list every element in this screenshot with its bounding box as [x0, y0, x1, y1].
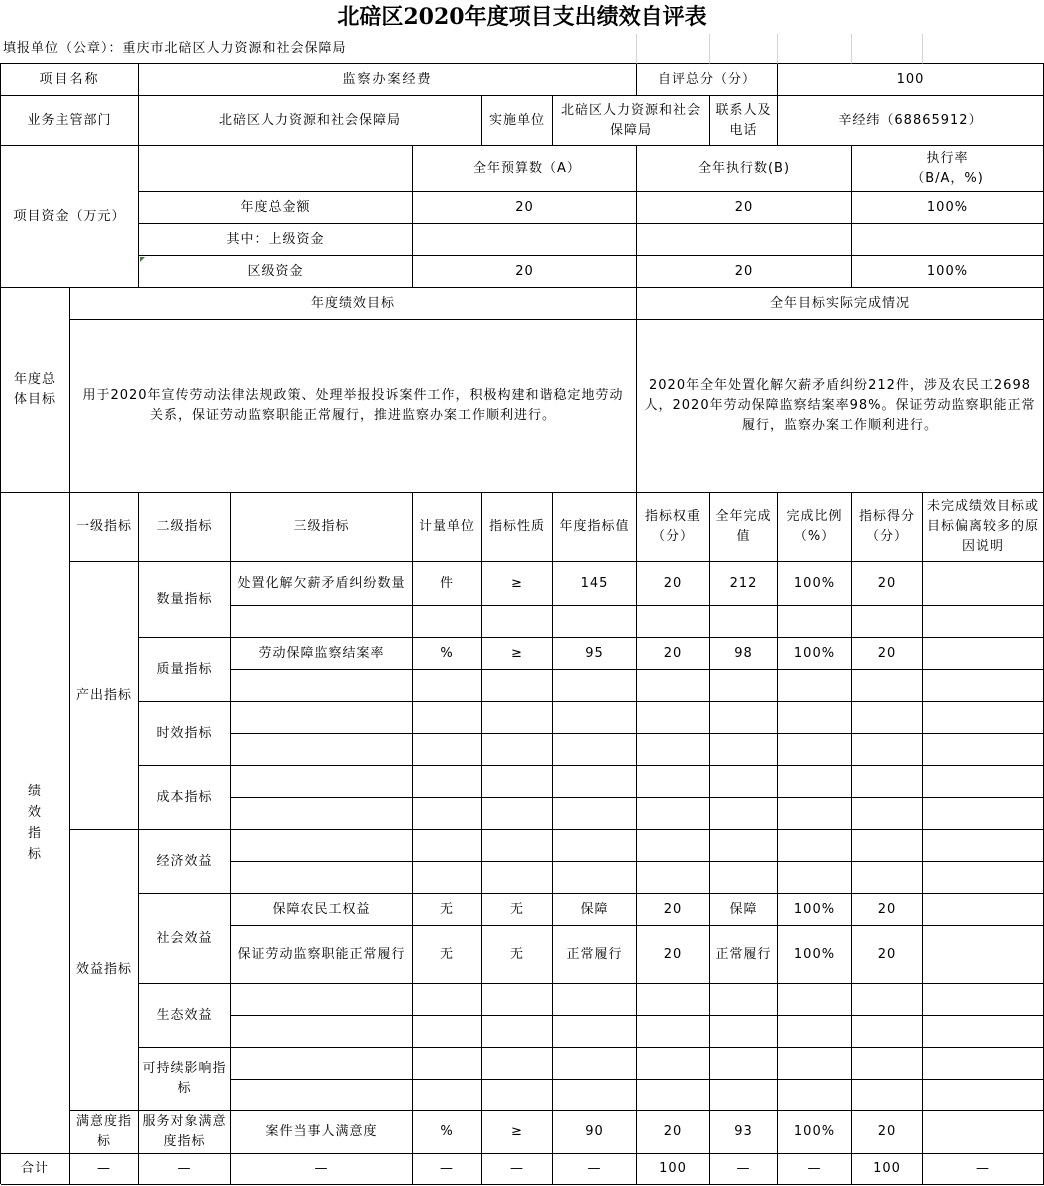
funds-head-budget: 全年预算数（A） [413, 146, 637, 192]
indicator-reason [923, 926, 1044, 984]
empty-cell [852, 670, 923, 702]
header-ratio: 完成比例（%） [778, 493, 852, 562]
goals-head-target: 年度绩效目标 [70, 288, 637, 320]
empty-cell [923, 984, 1044, 1016]
total-label: 合计 [1, 1154, 70, 1185]
empty-cell [852, 798, 923, 830]
empty-cell [778, 1016, 852, 1048]
grid-cell [852, 34, 923, 64]
indicator-reason [923, 638, 1044, 670]
total-dash: — [778, 1154, 852, 1185]
empty-cell [482, 670, 553, 702]
dept-label: 业务主管部门 [1, 96, 139, 146]
empty-cell [482, 734, 553, 766]
goals-head-actual: 全年目标实际完成情况 [637, 288, 1044, 320]
indicator-weight: 20 [637, 562, 710, 606]
indicator-reason [923, 1111, 1044, 1154]
indicator-done: 212 [710, 562, 778, 606]
empty-cell [778, 670, 852, 702]
empty-cell [778, 798, 852, 830]
funds-row-label: 其中：上级资金 [139, 224, 413, 256]
funds-label: 项目资金（万元） [1, 146, 139, 288]
empty-cell [482, 1016, 553, 1048]
level1-output: 产出指标 [70, 562, 139, 830]
grid-cell [778, 34, 852, 64]
empty-cell [778, 1080, 852, 1111]
empty-cell [553, 606, 637, 638]
indicator-done: 保障 [710, 894, 778, 926]
header-score: 指标得分（分） [852, 493, 923, 562]
empty-cell [923, 1016, 1044, 1048]
empty-cell [413, 606, 482, 638]
level1-benefit: 效益指标 [70, 830, 139, 1111]
empty-cell [710, 734, 778, 766]
goals-target-text: 用于2020年宣传劳动法律法规政策、处理举报投诉案件工作，积极构建和谐稳定地劳动关系，保证劳动监察职能正常履行，推进监察办案工作顺利进行。 [70, 320, 637, 493]
empty-cell [710, 984, 778, 1016]
header-level2: 二级指标 [139, 493, 231, 562]
empty-cell [413, 734, 482, 766]
funds-row-rate: 100% [852, 256, 1044, 288]
empty-cell [637, 606, 710, 638]
empty-cell [413, 798, 482, 830]
empty-cell [778, 734, 852, 766]
indicator-target: 90 [553, 1111, 637, 1154]
indicator-weight: 20 [637, 894, 710, 926]
level2-quantity: 数量指标 [139, 562, 231, 638]
empty-cell [852, 984, 923, 1016]
empty-cell [923, 606, 1044, 638]
empty-cell [482, 862, 553, 894]
filler-unit: 填报单位（公章）：重庆市北碚区人力资源和社会保障局 [0, 34, 637, 64]
empty-cell [637, 670, 710, 702]
empty-cell [710, 1016, 778, 1048]
indicator-name: 处置化解欠薪矛盾纠纷数量 [231, 562, 413, 606]
empty-cell [852, 862, 923, 894]
level2-timeliness: 时效指标 [139, 702, 231, 766]
grid-cell [923, 34, 1044, 64]
empty-cell [231, 606, 413, 638]
total-dash: — [553, 1154, 637, 1185]
empty-cell [413, 984, 482, 1016]
indicator-weight: 20 [637, 1111, 710, 1154]
empty-cell [482, 1080, 553, 1111]
empty-cell [778, 862, 852, 894]
impl-label: 实施单位 [482, 96, 553, 146]
indicator-score: 20 [852, 638, 923, 670]
header-done: 全年完成值 [710, 493, 778, 562]
empty-cell [553, 862, 637, 894]
grid-cell [710, 34, 778, 64]
indicator-ratio: 100% [778, 926, 852, 984]
total-dash: — [231, 1154, 413, 1185]
level2-ecological: 生态效益 [139, 984, 231, 1048]
indicator-target: 保障 [553, 894, 637, 926]
indicator-target: 95 [553, 638, 637, 670]
total-dash: — [413, 1154, 482, 1185]
empty-cell [637, 766, 710, 798]
empty-cell [923, 734, 1044, 766]
empty-cell [710, 606, 778, 638]
indicator-nature: 无 [482, 926, 553, 984]
indicator-nature: ≥ [482, 562, 553, 606]
empty-cell [710, 830, 778, 862]
empty-cell [413, 862, 482, 894]
empty-cell [637, 1016, 710, 1048]
funds-row-rate [852, 224, 1044, 256]
empty-cell [413, 702, 482, 734]
indicator-nature: 无 [482, 894, 553, 926]
total-dash: — [70, 1154, 139, 1185]
empty-cell [231, 1016, 413, 1048]
empty-cell [778, 830, 852, 862]
empty-cell [710, 1080, 778, 1111]
empty-cell [553, 702, 637, 734]
indicators-label-text: 绩效指标 [27, 784, 42, 862]
empty-cell [482, 830, 553, 862]
empty-cell [231, 1080, 413, 1111]
empty-cell [231, 766, 413, 798]
goals-label: 年度总体目标 [1, 288, 70, 493]
empty-cell [778, 766, 852, 798]
empty-cell [778, 702, 852, 734]
contact-value: 辛经纬（68865912） [778, 96, 1044, 146]
header-weight: 指标权重（分） [637, 493, 710, 562]
indicator-unit: % [413, 1111, 482, 1154]
empty-cell [710, 798, 778, 830]
total-dash: — [923, 1154, 1044, 1185]
empty-cell [923, 798, 1044, 830]
empty-cell [852, 1016, 923, 1048]
funds-row-exec: 20 [637, 256, 852, 288]
indicator-score: 20 [852, 1111, 923, 1154]
funds-row-budget [413, 224, 637, 256]
empty-cell [231, 984, 413, 1016]
empty-cell [710, 766, 778, 798]
empty-cell [710, 862, 778, 894]
empty-cell [231, 734, 413, 766]
funds-head-exec: 全年执行数(B) [637, 146, 852, 192]
empty-cell [923, 766, 1044, 798]
level2-economic: 经济效益 [139, 830, 231, 894]
indicator-done: 正常履行 [710, 926, 778, 984]
empty-cell [923, 670, 1044, 702]
empty-cell [413, 1016, 482, 1048]
indicator-target: 145 [553, 562, 637, 606]
empty-cell [778, 1048, 852, 1080]
indicator-reason [923, 562, 1044, 606]
indicator-nature: ≥ [482, 1111, 553, 1154]
indicator-done: 98 [710, 638, 778, 670]
empty-cell [637, 1048, 710, 1080]
empty-cell [852, 1048, 923, 1080]
empty-cell [852, 766, 923, 798]
empty-cell [482, 702, 553, 734]
page-title: 北碚区2020年度项目支出绩效自评表 [337, 4, 707, 30]
empty-cell [413, 1080, 482, 1111]
total-score: 100 [852, 1154, 923, 1185]
indicator-ratio: 100% [778, 638, 852, 670]
empty-cell [231, 798, 413, 830]
empty-cell [778, 606, 852, 638]
empty-cell [231, 1048, 413, 1080]
empty-cell [482, 1048, 553, 1080]
empty-cell [553, 670, 637, 702]
total-dash: — [139, 1154, 231, 1185]
score-value: 100 [778, 64, 1044, 96]
empty-cell [553, 766, 637, 798]
empty-cell [923, 702, 1044, 734]
empty-cell [413, 670, 482, 702]
empty-cell [553, 1080, 637, 1111]
empty-cell [852, 606, 923, 638]
indicator-ratio: 100% [778, 894, 852, 926]
empty-cell [852, 702, 923, 734]
funds-head-rate: 执行率（B/A，%) [852, 146, 1044, 192]
funds-row-rate: 100% [852, 192, 1044, 224]
indicator-target: 正常履行 [553, 926, 637, 984]
funds-header-blank [139, 146, 413, 192]
empty-cell [413, 830, 482, 862]
empty-cell [482, 798, 553, 830]
goals-actual-text: 2020年全年处置化解欠薪矛盾纠纷212件，涉及农民工2698人，2020年劳动保障监察结案率98%。保证劳动监察职能正常履行，监察办案工作顺利进行。 [637, 320, 1044, 493]
empty-cell [852, 734, 923, 766]
level1-satisfaction: 满意度指标 [70, 1111, 139, 1154]
indicator-unit: 件 [413, 562, 482, 606]
comment-marker [140, 257, 145, 262]
indicator-weight: 20 [637, 926, 710, 984]
empty-cell [852, 1080, 923, 1111]
empty-cell [710, 670, 778, 702]
indicator-name: 保证劳动监察职能正常履行 [231, 926, 413, 984]
level2-sustainable: 可持续影响指标 [139, 1048, 231, 1111]
level2-service-satisfaction: 服务对象满意度指标 [139, 1111, 231, 1154]
total-dash: — [710, 1154, 778, 1185]
empty-cell [413, 766, 482, 798]
grid-cell [637, 34, 710, 64]
empty-cell [923, 830, 1044, 862]
empty-cell [637, 734, 710, 766]
header-target: 年度指标值 [553, 493, 637, 562]
indicator-ratio: 100% [778, 562, 852, 606]
funds-row-exec: 20 [637, 192, 852, 224]
header-level3: 三级指标 [231, 493, 413, 562]
header-nature: 指标性质 [482, 493, 553, 562]
indicator-weight: 20 [637, 638, 710, 670]
indicator-reason [923, 894, 1044, 926]
empty-cell [778, 984, 852, 1016]
funds-row-label: 年度总金额 [139, 192, 413, 224]
empty-cell [637, 1080, 710, 1111]
project-name-label: 项目名称 [1, 64, 139, 96]
empty-cell [231, 670, 413, 702]
contact-label: 联系人及电话 [710, 96, 778, 146]
level2-social: 社会效益 [139, 894, 231, 984]
indicator-name: 案件当事人满意度 [231, 1111, 413, 1154]
empty-cell [553, 734, 637, 766]
indicators-label [1, 493, 70, 1154]
header-reason: 未完成绩效目标或目标偏离较多的原因说明 [923, 493, 1044, 562]
indicator-done: 93 [710, 1111, 778, 1154]
empty-cell [553, 1048, 637, 1080]
empty-cell [710, 1048, 778, 1080]
empty-cell [553, 1016, 637, 1048]
funds-row-budget: 20 [413, 256, 637, 288]
indicator-unit: % [413, 638, 482, 670]
indicator-ratio: 100% [778, 1111, 852, 1154]
header-level1: 一级指标 [70, 493, 139, 562]
indicator-unit: 无 [413, 894, 482, 926]
empty-cell [710, 702, 778, 734]
empty-cell [637, 702, 710, 734]
indicator-nature: ≥ [482, 638, 553, 670]
total-dash: — [482, 1154, 553, 1185]
empty-cell [553, 830, 637, 862]
header-unit: 计量单位 [413, 493, 482, 562]
empty-cell [482, 984, 553, 1016]
empty-cell [923, 862, 1044, 894]
dept-value: 北碚区人力资源和社会保障局 [139, 96, 482, 146]
indicator-name: 劳动保障监察结案率 [231, 638, 413, 670]
project-name-value: 监察办案经费 [139, 64, 637, 96]
empty-cell [553, 798, 637, 830]
indicator-score: 20 [852, 894, 923, 926]
level2-cost: 成本指标 [139, 766, 231, 830]
indicator-score: 20 [852, 926, 923, 984]
total-weight: 100 [637, 1154, 710, 1185]
empty-cell [413, 1048, 482, 1080]
empty-cell [637, 830, 710, 862]
indicator-score: 20 [852, 562, 923, 606]
empty-cell [637, 862, 710, 894]
empty-cell [852, 830, 923, 862]
empty-cell [231, 702, 413, 734]
empty-cell [482, 606, 553, 638]
empty-cell [637, 984, 710, 1016]
funds-row-budget: 20 [413, 192, 637, 224]
funds-row-exec [637, 224, 852, 256]
indicator-unit: 无 [413, 926, 482, 984]
impl-value: 北碚区人力资源和社会保障局 [553, 96, 710, 146]
level2-quality: 质量指标 [139, 638, 231, 702]
empty-cell [553, 984, 637, 1016]
score-label: 自评总分（分） [637, 64, 778, 96]
empty-cell [923, 1080, 1044, 1111]
empty-cell [637, 798, 710, 830]
empty-cell [231, 830, 413, 862]
empty-cell [923, 1048, 1044, 1080]
empty-cell [231, 862, 413, 894]
indicator-name: 保障农民工权益 [231, 894, 413, 926]
empty-cell [482, 766, 553, 798]
funds-row-label: 区级资金 [139, 256, 413, 288]
